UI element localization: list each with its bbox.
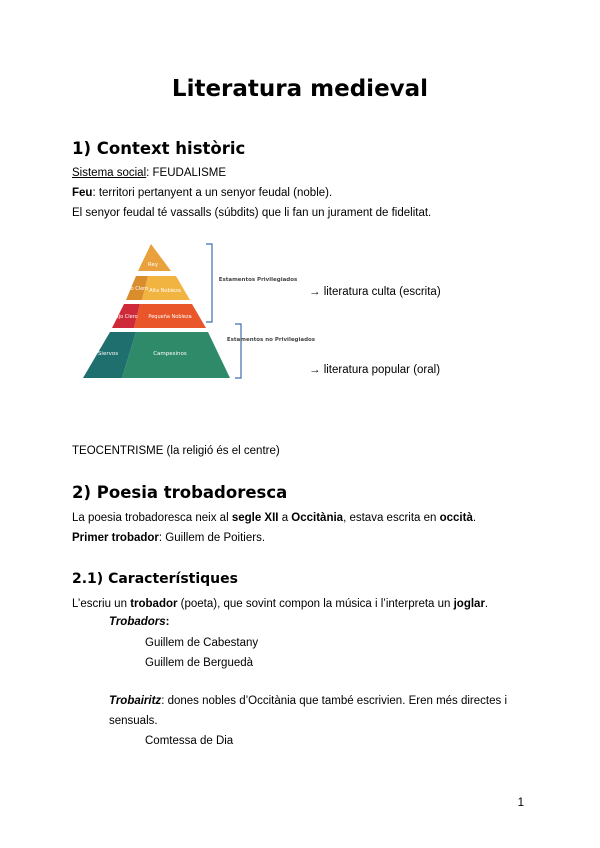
feu-text: : territori pertanyent a un senyor feudal (noble). — [92, 187, 333, 199]
text-fragment: L’escriu un — [72, 598, 131, 610]
trobairitz-label: Trobairitz — [109, 695, 162, 707]
pyramid-label-alta-nobleza: Alta Nobleza — [149, 288, 181, 294]
primer-trobador-line — [72, 531, 265, 545]
text-fragment: , estava escrita en — [343, 512, 440, 524]
bracket-no-privilegiados — [235, 324, 241, 378]
bold-occita: occità — [439, 512, 473, 524]
bold-segle: segle XII — [231, 512, 279, 524]
trobador-item-1: Guillem de Cabestany — [145, 637, 259, 649]
label-estamentos-no-privilegiados: Estamentos no Privilegiados — [226, 337, 316, 343]
text-fragment: La poesia trobadoresca neix al — [72, 512, 232, 524]
pyramid-label-alto-clero: Alto Clero — [123, 286, 149, 292]
text-fragment: . — [472, 512, 477, 524]
section-heading-context: 1) Context històric — [72, 139, 246, 158]
page-title: Literatura medieval — [171, 76, 429, 102]
note-literatura-culta: → literatura culta (escrita) — [309, 286, 441, 298]
trobairitz-item-1: Comtessa de Dia — [145, 735, 234, 747]
trobadors-colon: : — [165, 616, 170, 628]
vassals-line: El senyor feudal té vassalls (súbdits) que li fan un jurament de fidelitat. — [72, 207, 432, 219]
trobairitz-line-2: sensuals. — [109, 715, 158, 727]
bold-trobador: trobador — [130, 598, 178, 610]
trobairitz-line-1 — [109, 694, 507, 708]
text-fragment: . — [484, 598, 489, 610]
social-system-line — [72, 166, 226, 180]
feudal-pyramid-diagram — [78, 238, 316, 388]
text-fragment: (poeta), que sovint compon la música i l’interpreta un — [177, 598, 454, 610]
trobador-item-2: Guillem de Berguedà — [145, 657, 254, 669]
bold-joglar: joglar — [453, 598, 485, 610]
note-literatura-popular: → literatura popular (oral) — [309, 364, 441, 376]
bold-occitania: Occitània — [291, 512, 344, 524]
primer-trobador-text: : Guillem de Poitiers. — [158, 532, 266, 544]
pyramid-label-bajo-clero: Bajo Clero — [112, 314, 138, 320]
feu-label: Feu — [72, 187, 93, 199]
pyramid-label-siervos: Siervos — [97, 351, 119, 357]
page-number: 1 — [517, 797, 524, 809]
text-fragment: a — [278, 512, 292, 524]
social-system-label: Sistema social — [72, 167, 147, 179]
primer-trobador-label: Primer trobador — [72, 532, 159, 544]
label-estamentos-privilegiados: Estamentos Privilegiados — [218, 277, 298, 283]
trobadors-label-line — [109, 615, 170, 629]
trobadors-label: Trobadors — [109, 616, 166, 628]
poesia-origin-line — [72, 511, 476, 525]
teocentrisme-line: TEOCENTRISME (la religió és el centre) — [72, 445, 280, 457]
social-system-value: : FEUDALISME — [146, 167, 227, 179]
bracket-privilegiados — [206, 244, 212, 322]
section-heading-poesia: 2) Poesia trobadoresca — [72, 483, 288, 502]
trobador-definition-line — [72, 597, 488, 611]
section-heading-caracteristiques: 2.1) Característiques — [72, 571, 238, 587]
pyramid-label-pequena-nobleza: Pequeña Nobleza — [148, 314, 192, 320]
pyramid-label-rey: Rey — [147, 262, 159, 268]
feu-line — [72, 186, 332, 200]
trobairitz-text: : dones nobles d’Occitània que també escrivien. Eren més directes i — [161, 695, 508, 707]
pyramid-label-campesinos: Campesinos — [153, 351, 187, 357]
